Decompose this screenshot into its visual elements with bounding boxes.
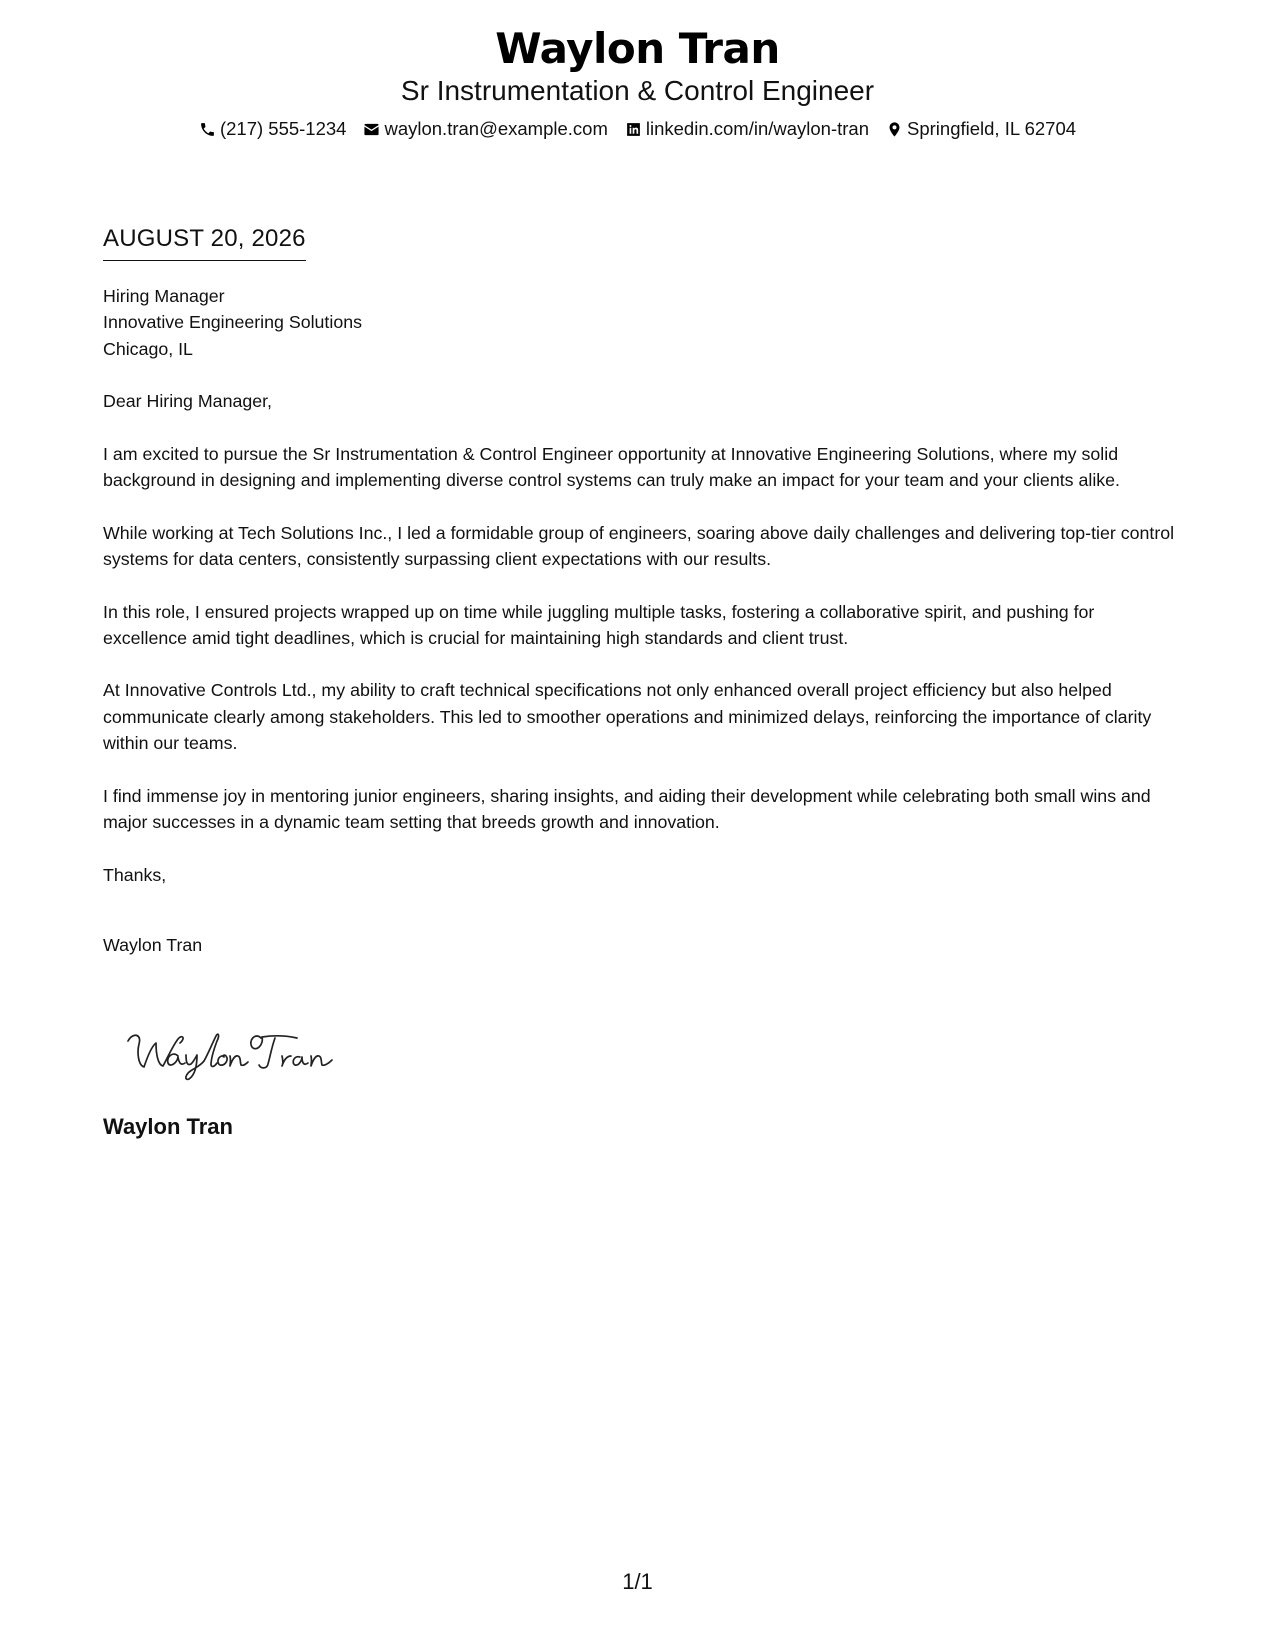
phone-icon xyxy=(199,121,216,138)
handwritten-signature xyxy=(125,1026,340,1082)
sender-name: Waylon Tran xyxy=(495,24,780,73)
linkedin-icon xyxy=(625,121,642,138)
contact-info xyxy=(0,117,1275,141)
recipient-company: Innovative Engineering Solutions xyxy=(103,312,362,333)
typed-name: Waylon Tran xyxy=(103,934,203,955)
letter-date: AUGUST 20, 2026 xyxy=(103,224,306,261)
paragraph: I find immense joy in mentoring junior engineers, sharing insights, and aiding their development while celebrating both small wins and major successes in a dynamic team setting that breeds growth and innovation. xyxy=(103,785,1151,832)
closing: Thanks, xyxy=(103,864,167,885)
contact-phone xyxy=(199,117,347,141)
recipient-block xyxy=(103,283,1183,362)
paragraph: In this role, I ensured projects wrapped up on time while juggling multiple tasks, fostering a collaborative spirit, and pushing for excellence amid tight deadlines, which is crucial for maintaining high standards and client trust. xyxy=(103,601,1095,648)
contact-location xyxy=(886,117,1076,141)
paragraph: I am excited to pursue the Sr Instrumentation & Control Engineer opportunity at Innovative Engineering Solutions, where my solid background in designing and implementing diverse control systems can truly make an impact for your team and your clients alike. xyxy=(103,443,1120,491)
page-number: 1/1 xyxy=(622,1569,653,1594)
letter-header xyxy=(0,22,1275,141)
email-address: waylon.tran@example.com xyxy=(384,118,608,139)
salutation: Dear Hiring Manager, xyxy=(103,391,272,412)
recipient-title: Hiring Manager xyxy=(103,286,225,306)
sender-title: Sr Instrumentation & Control Engineer xyxy=(400,75,875,106)
paragraph: While working at Tech Solutions Inc., I led a formidable group of engineers, soaring above daily challenges and delivering top-tier control systems for data centers, consistently surpassing client expectations with our results. xyxy=(103,522,1175,569)
linkedin-url: linkedin.com/in/waylon-tran xyxy=(645,118,870,139)
contact-linkedin xyxy=(625,117,869,141)
contact-email xyxy=(363,117,607,141)
phone-number: (217) 555-1234 xyxy=(219,118,347,139)
paragraph: At Innovative Controls Ltd., my ability to craft technical specifications not only enhanced overall project efficiency but also helped communicate clearly among stakeholders. This led to smoother operations and minimized delays, reinforcing the importance of clarity within our teams. xyxy=(103,680,1152,754)
signed-name: Waylon Tran xyxy=(103,1114,233,1139)
map-marker-icon xyxy=(886,121,903,138)
letter-body xyxy=(103,283,1183,984)
envelope-icon xyxy=(363,121,380,138)
recipient-location: Chicago, IL xyxy=(103,338,193,359)
location-text: Springfield, IL 62704 xyxy=(907,118,1077,139)
